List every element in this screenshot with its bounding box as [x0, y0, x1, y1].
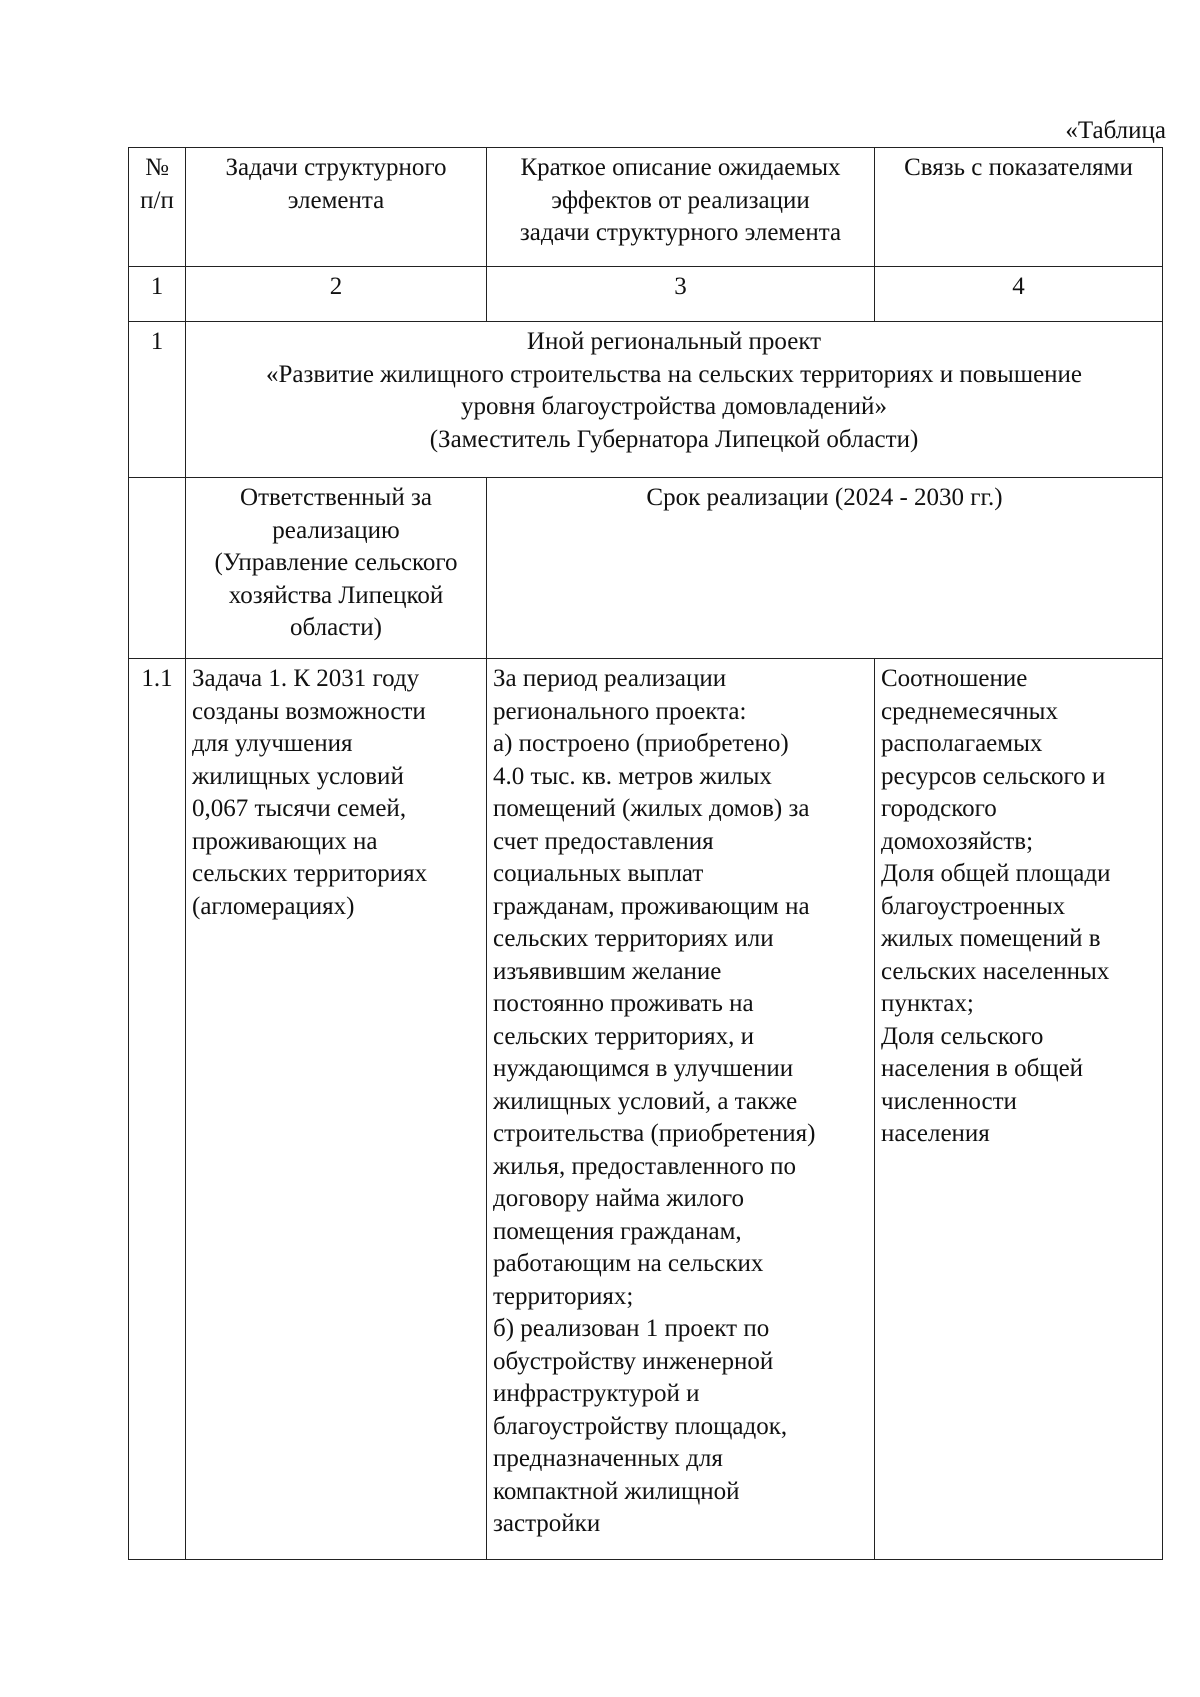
text-line: строительства (приобретения) [493, 1120, 816, 1147]
responsible-empty-cell [129, 478, 186, 659]
task-indicators-cell [875, 659, 1163, 1560]
header-tasks-cell [186, 148, 487, 267]
text-line: социальных выплат [493, 860, 704, 887]
column-numbers-row [129, 267, 1163, 322]
project-row [129, 322, 1163, 478]
text-line: б) реализован 1 проект по [493, 1315, 770, 1342]
text-line: регионального проекта: [493, 697, 747, 725]
text-line: помещения гражданам, [493, 1217, 742, 1245]
text-line: счет предоставления [493, 827, 714, 855]
text-line: жилищных условий, а также [493, 1087, 798, 1115]
column-number-4: 4 [875, 267, 1163, 322]
text-line: благоустроенных [881, 892, 1066, 920]
text-line: Доля общей площади [881, 860, 1111, 887]
text-line: области) [290, 614, 382, 641]
text-line: элемента [287, 186, 385, 214]
text-line: (Управление сельского [214, 549, 458, 576]
task-effects-cell [487, 659, 875, 1560]
text-line: Задача 1. К 2031 году [192, 665, 420, 692]
text-line: Связь с показателями [904, 154, 1133, 181]
text-line: задачи структурного элемента [519, 219, 842, 246]
project-number-cell: 1 [129, 322, 186, 478]
text-line: Краткое описание ожидаемых [520, 154, 841, 181]
column-number-1: 1 [129, 267, 186, 322]
text-line: населения [881, 1120, 990, 1147]
text-line: домохозяйств; [881, 827, 1034, 855]
task-row [129, 659, 1163, 1560]
text-line: гражданам, проживающим на [493, 892, 810, 920]
text-line: инфраструктурой и [493, 1380, 700, 1407]
text-line: созданы возможности [192, 697, 426, 725]
text-line: территориях; [493, 1282, 634, 1310]
text-line: проживающих на [192, 827, 378, 855]
text-line: сельских территориях или [493, 925, 774, 952]
text-line: (агломерациях) [192, 892, 355, 920]
text-line: жилищных условий [192, 762, 404, 790]
header-indicators-cell [875, 148, 1163, 267]
text-line: застройки [493, 1510, 601, 1537]
text-line: сельских территориях, и [493, 1022, 754, 1050]
text-line: для улучшения [192, 730, 353, 757]
implementation-term-cell: Срок реализации (2024 - 2030 гг.) [487, 478, 1163, 659]
text-line: уровня благоустройства домовладений» [461, 393, 887, 420]
text-line: пунктах; [881, 990, 974, 1017]
header-effects-cell [487, 148, 875, 267]
text-line: городского [881, 795, 997, 822]
text-line: Доля сельского [881, 1022, 1044, 1050]
text-line: численности [881, 1087, 1017, 1115]
structural-element-tasks-table [128, 147, 1163, 1560]
text-line: Задачи структурного [225, 154, 447, 181]
text-line: Соотношение [881, 665, 1028, 692]
text-line: среднемесячных [881, 697, 1058, 725]
text-line: изъявившим желание [493, 957, 722, 985]
task-number-cell: 1.1 [129, 659, 186, 1560]
text-line: а) построено (приобретено) [493, 730, 789, 757]
text-line: сельских населенных [881, 957, 1110, 985]
responsible-row [129, 478, 1163, 659]
text-line: ресурсов сельского и [881, 762, 1106, 790]
table-header-row [129, 148, 1163, 267]
header-number-cell [129, 148, 186, 267]
text-line: благоустройству площадок, [493, 1412, 788, 1440]
text-line: сельских территориях [192, 860, 428, 887]
text-line: предназначенных для [493, 1445, 723, 1472]
text-line: 4.0 тыс. кв. метров жилых [493, 762, 772, 790]
text-line: п/п [140, 186, 174, 214]
text-line: «Развитие жилищного строительства на сельских территориях и повышение [265, 360, 1083, 388]
responsible-cell [186, 478, 487, 659]
text-line: постоянно проживать на [493, 990, 754, 1017]
text-line: работающим на сельских [493, 1250, 764, 1277]
text-line: хозяйства Липецкой [228, 581, 444, 609]
text-line: помещений (жилых домов) за [493, 795, 810, 822]
table-caption: «Таблица [1065, 117, 1166, 144]
text-line: (Заместитель Губернатора Липецкой области) [429, 425, 919, 453]
text-line: жилья, предоставленного по [493, 1152, 797, 1180]
text-line: договору найма жилого [493, 1185, 745, 1212]
text-line: № [145, 154, 169, 181]
text-line: жилых помещений в [881, 925, 1101, 952]
text-line: За период реализации [493, 665, 727, 692]
text-line: Иной региональный проект [526, 328, 822, 355]
text-line: реализацию [272, 516, 400, 544]
project-title-cell [186, 322, 1163, 478]
column-number-2: 2 [186, 267, 487, 322]
column-number-3: 3 [487, 267, 875, 322]
text-line: эффектов от реализации [551, 186, 810, 214]
text-line: Ответственный за [240, 484, 432, 511]
text-line: располагаемых [881, 730, 1043, 757]
text-line: компактной жилищной [493, 1477, 740, 1505]
text-line: 0,067 тысячи семей, [192, 795, 407, 822]
text-line: обустройству инженерной [493, 1347, 774, 1375]
task-title-cell [186, 659, 487, 1560]
text-line: населения в общей [881, 1055, 1084, 1082]
text-line: нуждающимся в улучшении [493, 1055, 794, 1082]
